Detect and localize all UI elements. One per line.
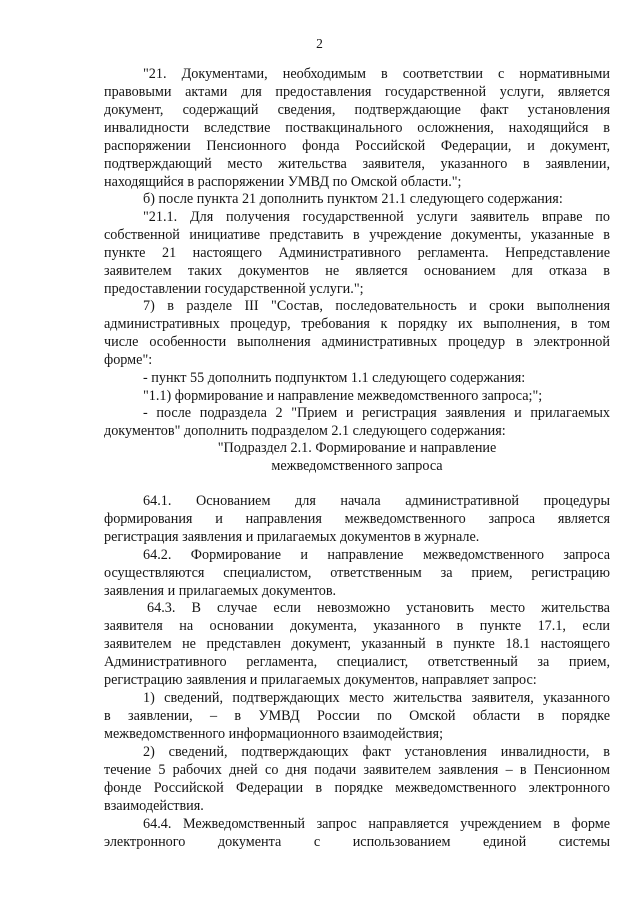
text-line: Административного регламента, специалист, ответственный за прием, [104, 654, 610, 670]
text-line: "1.1) формирование и направление межведомственного запроса;"; [143, 388, 543, 404]
text-line: регистрацию заявления и прилагаемых документов, направляет запрос: [104, 672, 537, 688]
text-line: 64.4. Межведомственный запрос направляется учреждением в форме [143, 816, 610, 832]
text-line: 64.2. Формирование и направление межведомственного запроса [143, 547, 610, 563]
text-line: формирования и направления межведомственного запроса является [104, 511, 610, 527]
text-line: электронного документа с использованием единой системы [104, 834, 610, 850]
text-line: "21.1. Для получения государственной услуги заявитель вправе по [143, 209, 610, 225]
text-line: пункте 21 настоящего Административного регламента. Непредставление [104, 245, 610, 261]
text-line: административных процедур, требования к порядку их выполнения, в том [104, 316, 610, 332]
text-line: течение 5 рабочих дней со дня подачи заявителем заявления – в Пенсионном [104, 762, 610, 778]
text-line: в заявлении, – в УМВД России по Омской области в порядке [104, 708, 610, 724]
text-line: "Подраздел 2.1. Формирование и направление [217, 440, 497, 456]
text-line: распоряжении Пенсионного фонда Российской Федерации, и документ, [104, 138, 610, 154]
text-line: фонде Российской Федерации в порядке межведомственного электронного [104, 780, 610, 796]
text-line: б) после пункта 21 дополнить пунктом 21.1 следующего содержания: [143, 191, 563, 207]
text-line: заявителя на основании документа, указанного в пункте 17.1, если [104, 618, 610, 634]
text-line: 64.1. Основанием для начала административной процедуры [143, 493, 610, 509]
text-line: - после подраздела 2 "Прием и регистрация заявления и прилагаемых [143, 405, 610, 421]
text-line: заявителем таких документов не является основанием для отказа в [104, 263, 610, 279]
text-line: инвалидности вследствие поствакцинального осложнения, находящийся в [104, 120, 610, 136]
text-line: собственной инициативе представить в учреждение документы, указанные в [104, 227, 610, 243]
text-line: 1) сведений, подтверждающих место жительства заявителя, указанного [143, 690, 610, 706]
text-line: форме": [104, 352, 153, 368]
text-line: числе особенности выполнения административных процедур в электронной [104, 334, 610, 350]
text-line: документ, содержащий сведения, подтверждающие факт установления [104, 102, 610, 118]
text-line: находящийся в распоряжении УМВД по Омской области."; [104, 174, 462, 190]
text-line: межведомственного запроса [271, 458, 443, 474]
text-line: - пункт 55 дополнить подпунктом 1.1 следующего содержания: [143, 370, 526, 386]
text-line: заявителем не представлен документ, указанный в пункте 18.1 настоящего [104, 636, 610, 652]
text-line: предоставлении государственной услуги."; [104, 281, 364, 297]
text-line: 7) в разделе III "Состав, последовательность и сроки выполнения [143, 298, 610, 314]
text-line: межведомственного информационного взаимодействия; [104, 726, 444, 742]
text-line: правовыми актами для предоставления государственной услуги, является [104, 84, 610, 100]
text-line: 2) сведений, подтверждающих факт установления инвалидности, в [143, 744, 610, 760]
text-line: документов" дополнить подразделом 2.1 следующего содержания: [104, 423, 506, 439]
text-line: заявления и прилагаемых документов. [104, 583, 337, 599]
page-number: 2 [316, 36, 323, 51]
text-line: подтверждающий место жительства заявителя, указанного в заявлении, [104, 156, 610, 172]
text-line: регистрация заявления и прилагаемых документов в журнале. [104, 529, 480, 545]
text-line: осуществляются специалистом, ответственным за прием, регистрацию [104, 565, 610, 581]
text-line: "21. Документами, необходимым в соответствии с нормативными [143, 66, 610, 82]
text-line: взаимодействия. [104, 798, 204, 814]
text-line: 64.3. В случае если невозможно установить место жительства [147, 600, 610, 616]
